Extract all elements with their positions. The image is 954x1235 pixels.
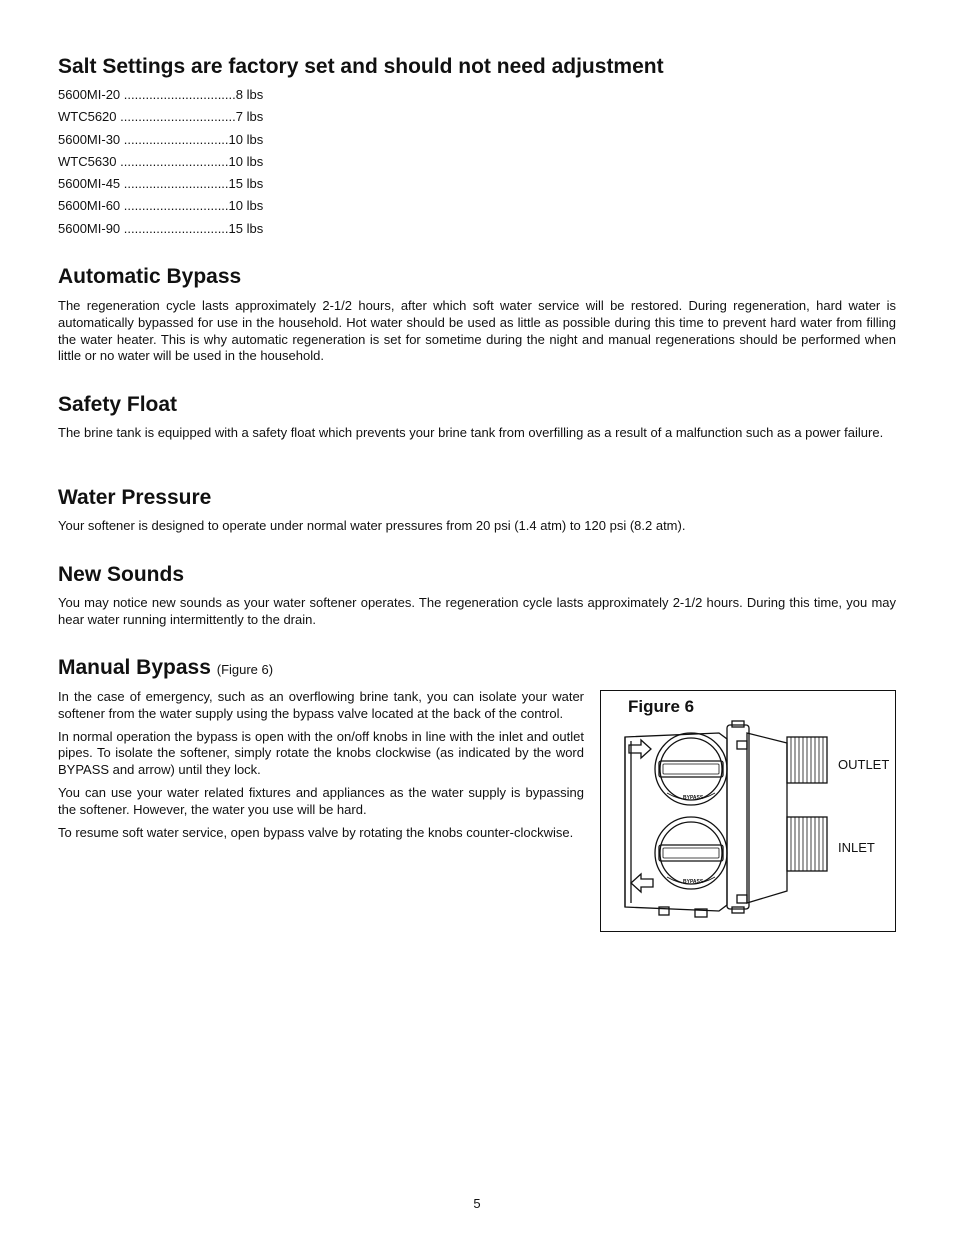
manual-bypass-body xyxy=(58,689,584,841)
outlet-pipe-fitting xyxy=(787,737,827,783)
salt-value: 10 lbs xyxy=(228,154,264,169)
new-sounds-heading: New Sounds xyxy=(58,563,185,586)
inlet-arrow-icon xyxy=(631,874,653,892)
manual-bypass-paragraph: To resume soft water service, open bypass valve by rotating the knobs counter-clockwise. xyxy=(58,824,574,840)
automatic-bypass-text: The regeneration cycle lasts approximately 2-1/2 hours, after which soft water service will be restored. During regeneration, hard water is automatically bypassed for use in the household. Hot water should be used as little as possible during this time to prevent hard water from filling the water heater. This is why automatic regeneration is set for sometime during the night and manual regenerations should be performed when little or no water will be used in the household. xyxy=(58,298,896,364)
salt-value: 15 lbs xyxy=(228,221,264,236)
salt-model: WTC5630 xyxy=(58,154,117,169)
salt-value: 8 lbs xyxy=(235,87,264,102)
salt-row xyxy=(58,109,263,125)
automatic-bypass-heading: Automatic Bypass xyxy=(58,265,242,288)
salt-row xyxy=(58,87,263,103)
salt-value: 15 lbs xyxy=(228,176,264,191)
manual-bypass-heading xyxy=(58,655,273,683)
water-pressure-text: Your softener is designed to operate under normal water pressures from 20 psi (1.4 atm) to 120 psi (8.2 atm). xyxy=(58,518,686,533)
figure-6-box xyxy=(600,690,896,932)
outlet-label: OUTLET xyxy=(838,757,890,772)
manual-bypass-paragraph: In the case of emergency, such as an overflowing brine tank, you can isolate your water softener from the water supply using the bypass valve located at the back of the control. xyxy=(58,689,584,721)
salt-model: 5600MI-60 xyxy=(58,198,121,213)
salt-row xyxy=(58,132,263,148)
salt-leader-dots: ............................. xyxy=(123,176,229,191)
salt-leader-dots: ............................. xyxy=(123,132,229,147)
salt-row xyxy=(58,154,263,170)
salt-value: 10 lbs xyxy=(228,132,264,147)
salt-leader-dots: ............................. xyxy=(123,221,229,236)
salt-value: 7 lbs xyxy=(235,109,264,124)
salt-row xyxy=(58,176,263,192)
inlet-label: INLET xyxy=(838,840,875,855)
salt-model: 5600MI-20 xyxy=(58,87,121,102)
salt-settings-heading: Salt Settings are factory set and should not need adjustment xyxy=(58,55,664,78)
new-sounds-text: You may notice new sounds as your water softener operates. The regeneration cycle lasts approximately 2-1/2 hours. During this time, you may hear water running intermittently to the drain. xyxy=(58,595,896,627)
salt-value: 10 lbs xyxy=(228,198,264,213)
salt-model: WTC5620 xyxy=(58,109,117,124)
salt-model: 5600MI-90 xyxy=(58,221,121,236)
salt-row xyxy=(58,198,263,214)
safety-float-text: The brine tank is equipped with a safety float which prevents your brine tank from overfilling as a result of a malfunction such as a power failure. xyxy=(58,425,884,440)
upper-knob-bypass-text: BYPASS xyxy=(683,795,704,801)
bypass-valve-drawing xyxy=(619,719,833,925)
salt-leader-dots: .............................. xyxy=(120,154,229,169)
salt-model: 5600MI-30 xyxy=(58,132,121,147)
salt-model: 5600MI-45 xyxy=(58,176,121,191)
manual-bypass-paragraph: You can use your water related fixtures and appliances as the water supply is bypassing the softener. However, the water you use will be hard. xyxy=(58,784,584,817)
salt-leader-dots: ............................... xyxy=(123,87,236,102)
salt-row xyxy=(58,221,263,237)
figure-reference: (Figure 6) xyxy=(216,662,274,677)
manual-bypass-title: Manual Bypass xyxy=(58,656,211,679)
water-pressure-heading: Water Pressure xyxy=(58,486,212,509)
manual-bypass-paragraph: In normal operation the bypass is open with the on/off knobs in line with the inlet and outlet pipes. To isolate the softener, simply rotate the knobs clockwise (as indicated by the word BYPASS and arrow) until they lock. xyxy=(58,728,584,778)
figure-title: Figure 6 xyxy=(628,697,695,716)
lower-knob-bypass-text: BYPASS xyxy=(683,879,704,885)
inlet-pipe-fitting xyxy=(787,817,827,871)
outlet-arrow-icon xyxy=(629,740,651,758)
safety-float-heading: Safety Float xyxy=(58,393,178,416)
salt-leader-dots: ............................. xyxy=(123,198,229,213)
salt-leader-dots: ................................ xyxy=(120,109,236,124)
page-number: 5 xyxy=(473,1196,481,1211)
